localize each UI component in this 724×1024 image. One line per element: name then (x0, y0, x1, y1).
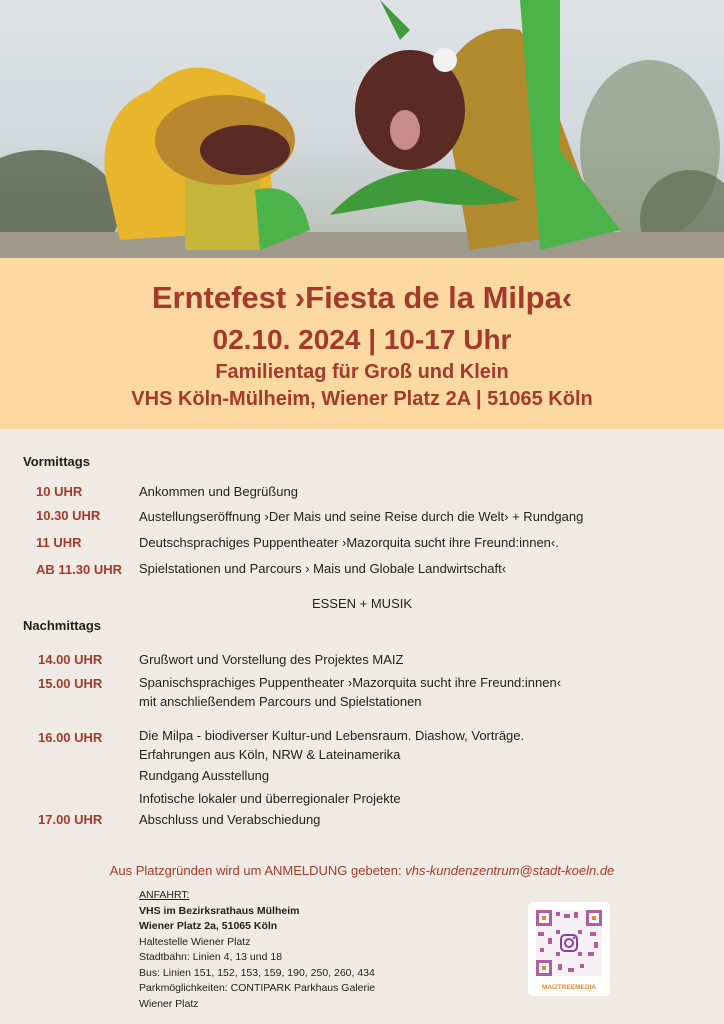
event-subtitle: Familientag für Groß und Klein (215, 361, 509, 383)
qr-code[interactable] (528, 902, 610, 996)
schedule-text: Abschluss und Verabschiedung (139, 812, 321, 827)
directions-parking: Parkmöglichkeiten: CONTIPARK Parkhaus Galerie (139, 982, 376, 994)
qr-pattern (528, 902, 610, 984)
schedule-text: Grußwort und Vorstellung des Projektes MAIZ (139, 652, 404, 667)
event-banner (0, 258, 724, 429)
schedule-time: 14.00 UHR (38, 652, 103, 667)
puppets-illustration (0, 0, 724, 258)
schedule-line: mit anschließendem Parcours und Spielstationen (139, 694, 422, 709)
schedule-time: 15.00 UHR (38, 676, 103, 691)
event-venue: VHS Köln-Mülheim, Wiener Platz 2A | 51065 Köln (131, 388, 593, 410)
morning-heading: Vormittags (23, 454, 90, 469)
break-label: ESSEN + MUSIK (311, 596, 413, 611)
directions-parking-2: Wiener Platz (139, 997, 199, 1010)
schedule-text: Austellungseröffnung ›Der Mais und seine Reise durch die Welt› + Rundgang (139, 509, 584, 524)
schedule-text: Ankommen und Begrüßung (139, 484, 298, 499)
directions-place: VHS im Bezirksrathaus Mülheim (139, 904, 300, 917)
directions-tram: Stadtbahn: Linien 4, 13 und 18 (139, 951, 283, 963)
schedule-time: 16.00 UHR (38, 730, 103, 745)
event-title: Erntefest ›Fiesta de la Milpa‹ (151, 280, 573, 315)
directions-bus: Bus: Linien 151, 152, 153, 159, 190, 250, 260, 434 (139, 966, 375, 979)
schedule-line: Erfahrungen aus Köln, NRW & Lateinamerika (139, 747, 401, 762)
schedule-text: Infotische lokaler und überregionaler Projekte (139, 791, 401, 806)
directions-heading: ANFAHRT: (139, 889, 190, 901)
schedule-text (139, 726, 524, 764)
registration-email[interactable]: vhs-kundenzentrum@stadt-koeln.de (405, 863, 615, 878)
directions-block (139, 888, 375, 1012)
schedule-text: Rundgang Ausstellung (139, 768, 270, 783)
schedule-time: 11 UHR (36, 535, 82, 550)
afternoon-heading: Nachmittags (23, 618, 102, 633)
schedule-line: Die Milpa - biodiverser Kultur-und Lebensraum. Diashow, Vorträge. (139, 728, 525, 743)
schedule-time: 17.00 UHR (38, 812, 103, 827)
event-date: 02.10. 2024 | 10-17 Uhr (212, 324, 512, 355)
hero-photo (0, 0, 724, 258)
registration-note (0, 863, 724, 878)
schedule-text: Spielstationen und Parcours › Mais und Globale Landwirtschaft‹ (139, 561, 507, 576)
schedule-text: Deutschsprachiges Puppentheater ›Mazorquita sucht ihre Freund:innen‹. (139, 535, 559, 550)
schedule-time: 10 UHR (36, 484, 83, 499)
qr-label: MAIZTREEMEDIA (541, 984, 597, 991)
schedule-time: 10.30 UHR (36, 508, 101, 523)
directions-stop: Haltestelle Wiener Platz (139, 935, 251, 948)
registration-text: Aus Platzgründen wird um ANMELDUNG gebeten: (109, 863, 402, 878)
schedule-line: Spanischsprachiges Puppentheater ›Mazorquita sucht ihre Freund:innen‹ (139, 675, 562, 690)
schedule-time: AB 11.30 UHR (36, 562, 122, 577)
schedule-text (139, 673, 561, 711)
directions-address: Wiener Platz 2a, 51065 Köln (139, 920, 278, 932)
